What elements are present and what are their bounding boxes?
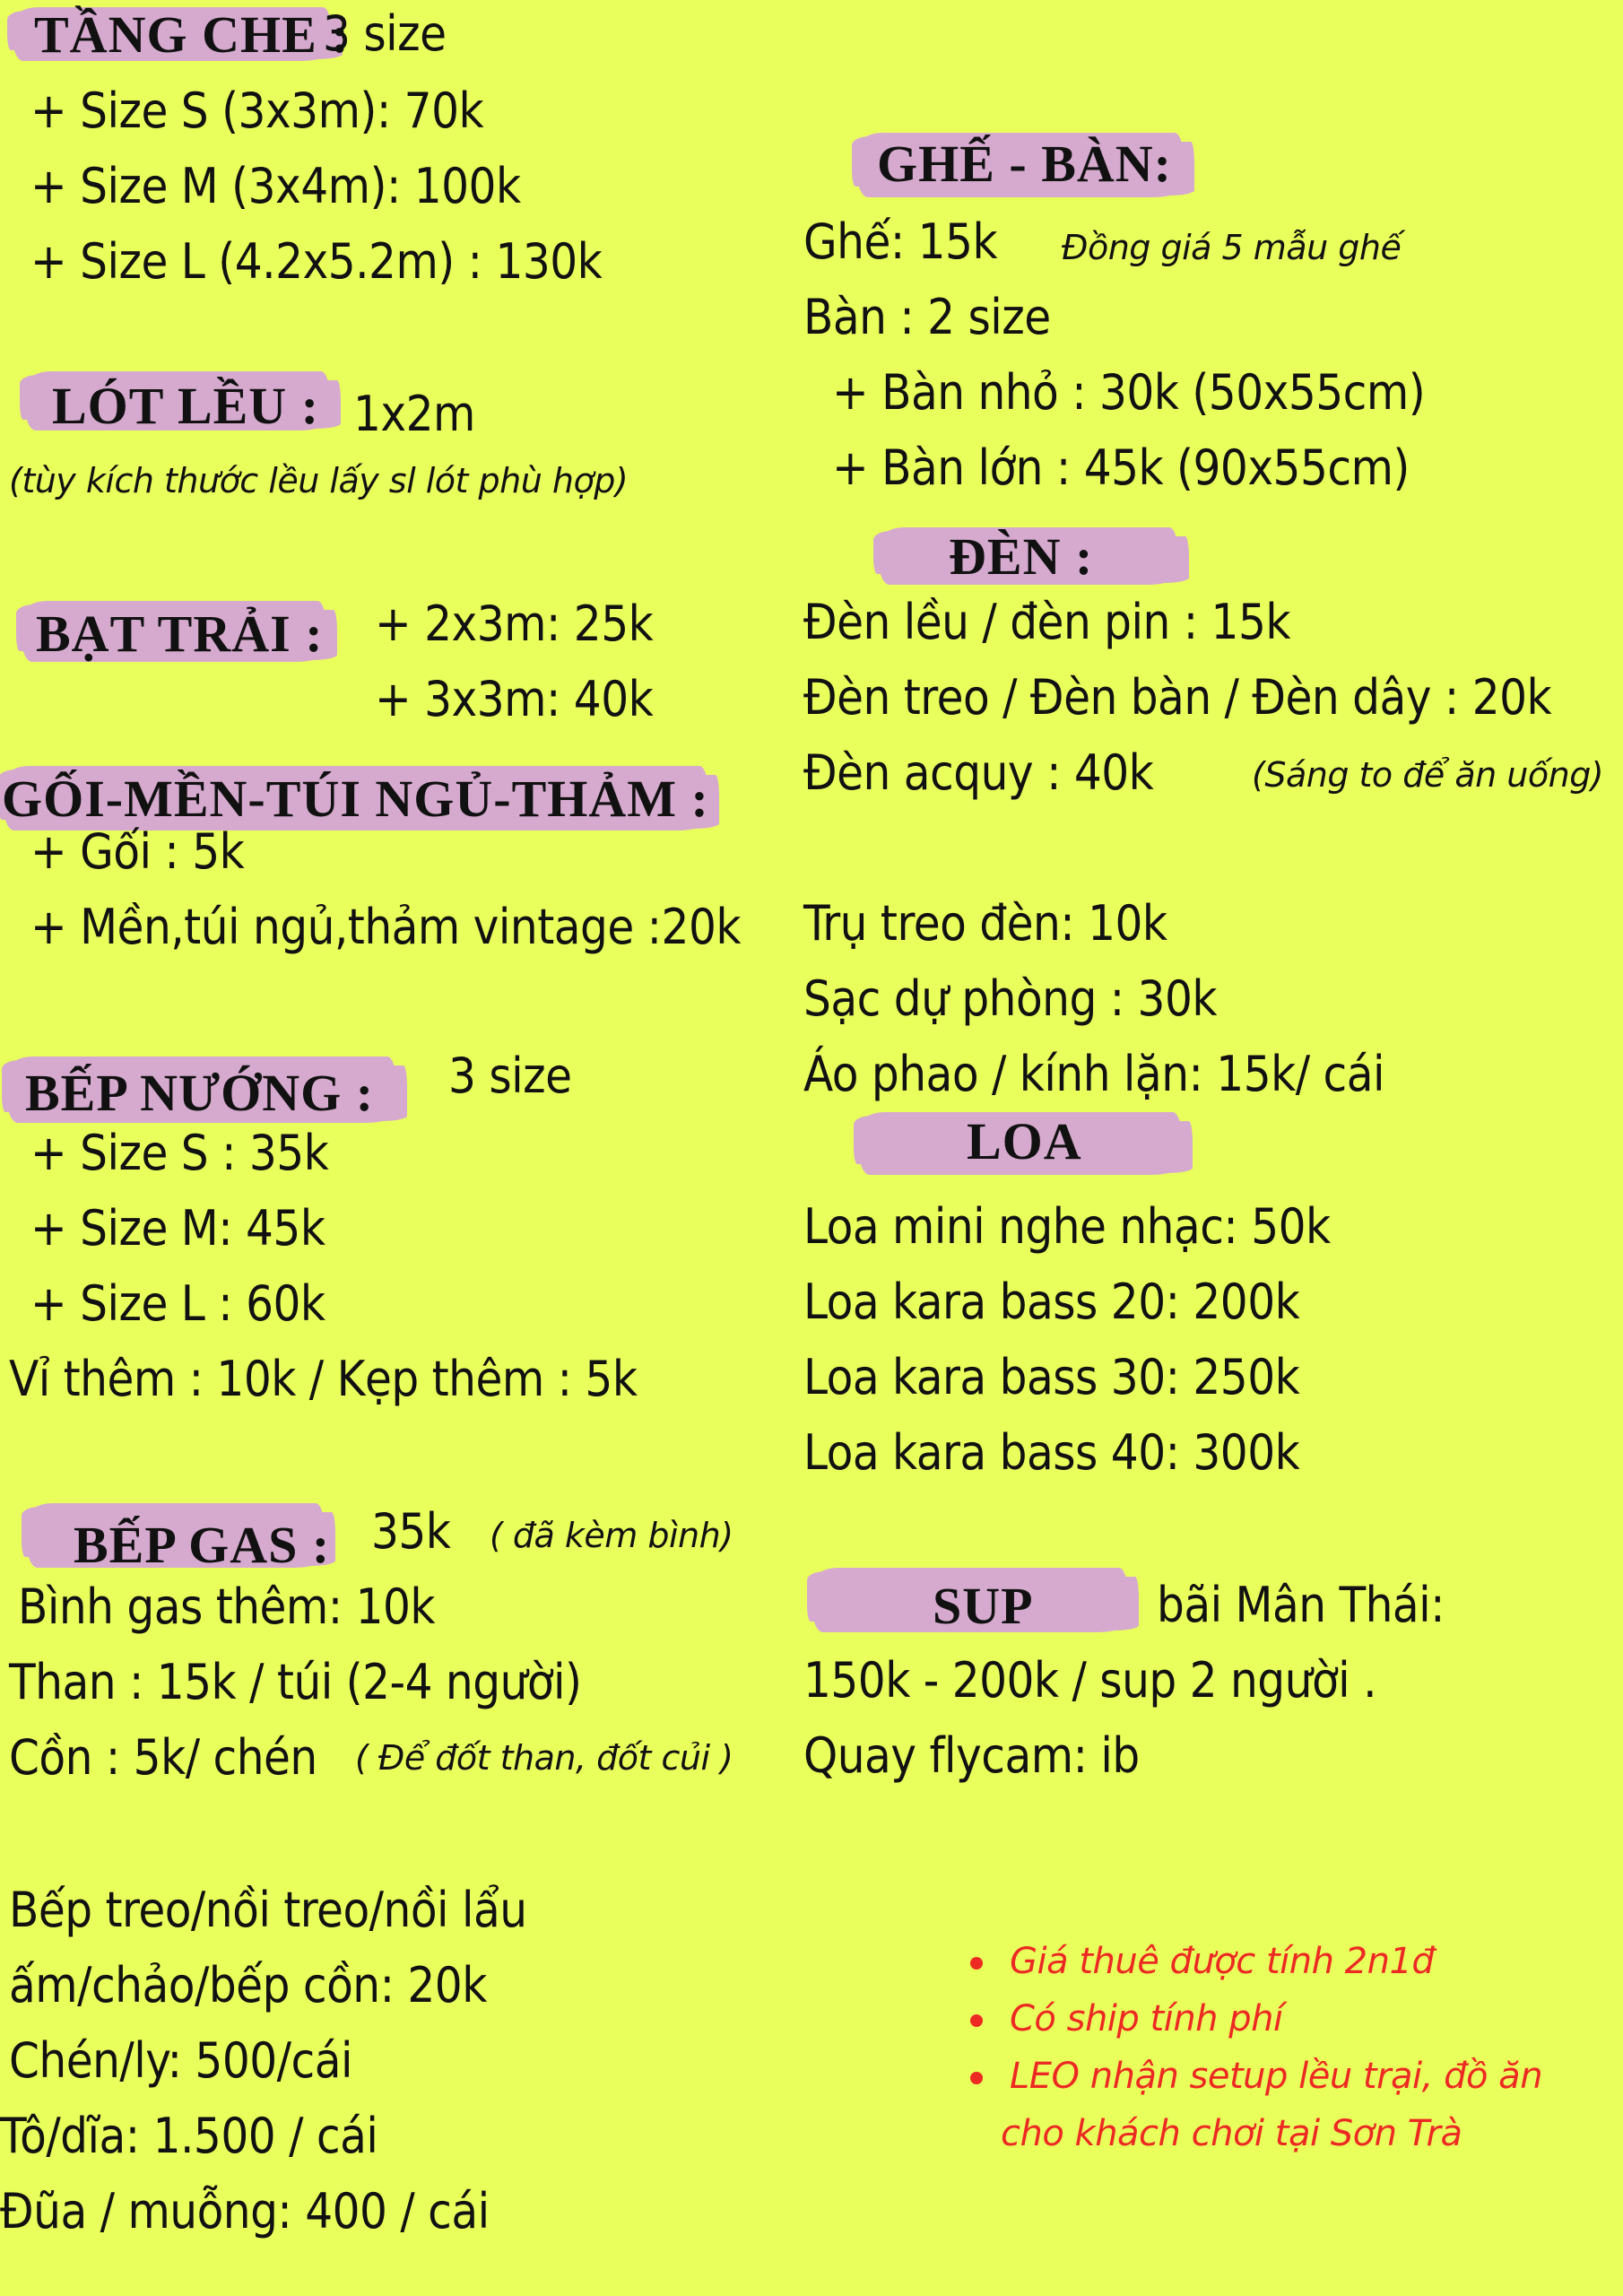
lot-leu-note: (tùy kích thước lều lấy sl lót phù hợp)	[9, 461, 629, 500]
list-item: Quay flycam: ib	[803, 1727, 1140, 1784]
den-acquy-note: (Sáng to để ăn uống)	[1252, 755, 1604, 795]
section-title-suffix: bãi Mân Thái:	[1157, 1577, 1445, 1633]
list-item: Đũa / muỗng: 400 / cái	[0, 2183, 490, 2239]
note-item: Có ship tính phí	[1010, 1998, 1283, 2039]
list-item: Bình gas thêm: 10k	[18, 1578, 436, 1635]
list-item: Cồn : 5k/ chén	[9, 1729, 317, 1786]
list-item: Bàn : 2 size	[803, 289, 1051, 345]
list-item: + Bàn lớn : 45k (90x55cm)	[832, 439, 1410, 496]
list-item: + 3x3m: 40k	[375, 671, 654, 727]
list-item: Bếp treo/nồi treo/nồi lẩu	[9, 1882, 527, 1938]
list-item: Sạc dự phòng : 30k	[803, 970, 1217, 1027]
section-title-lot-leu: LÓT LỀU :	[52, 377, 320, 435]
list-item: Đèn acquy : 40k	[803, 744, 1154, 801]
con-note: ( Để đốt than, đốt củi )	[355, 1738, 733, 1778]
list-item: + Size L (4.2x5.2m) : 130k	[30, 233, 603, 290]
section-title-suffix: 3 size	[323, 5, 447, 62]
ghe-price: Ghế: 15k	[803, 213, 998, 270]
bep-gas-note: ( đã kèm bình)	[490, 1516, 733, 1555]
list-item: Đèn treo / Đèn bàn / Đèn dây : 20k	[803, 669, 1552, 726]
list-item: + Bàn nhỏ : 30k (50x55cm)	[832, 364, 1426, 421]
section-title-ghe-ban: GHẾ - BÀN:	[877, 135, 1172, 193]
list-item: + Gối : 5k	[30, 823, 245, 880]
section-title-suffix: 3 size	[448, 1048, 572, 1104]
list-item: Áo phao / kính lặn: 15k/ cái	[803, 1046, 1385, 1102]
list-item: Loa kara bass 20: 200k	[803, 1274, 1300, 1330]
bullet-icon	[970, 2014, 983, 2027]
list-item: + Size L : 60k	[30, 1275, 325, 1332]
list-item: Chén/ly: 500/cái	[9, 2032, 352, 2089]
list-item: Loa mini nghe nhạc: 50k	[803, 1198, 1331, 1255]
list-item: + Mền,túi ngủ,thảm vintage :20k	[30, 899, 741, 955]
section-title-bep-nuong: BẾP NƯỚNG :	[25, 1064, 375, 1122]
section-title-bep-gas: BẾP GAS :	[74, 1516, 331, 1574]
list-item: Đèn lều / đèn pin : 15k	[803, 594, 1290, 650]
list-item: Than : 15k / túi (2-4 người)	[9, 1654, 582, 1710]
list-item: Loa kara bass 40: 300k	[803, 1424, 1300, 1481]
bullet-icon	[970, 2072, 983, 2084]
note-item-continued: cho khách chơi tại Sơn Trà	[1001, 2113, 1462, 2154]
list-item: Vỉ thêm : 10k / Kẹp thêm : 5k	[9, 1351, 638, 1407]
list-item: Tô/dĩa: 1.500 / cái	[0, 2108, 378, 2164]
list-item: 150k - 200k / sup 2 người .	[803, 1652, 1377, 1709]
section-title-tang-che: TẦNG CHE :	[34, 5, 350, 64]
note-item: Giá thuê được tính 2n1đ	[1010, 1941, 1435, 1982]
section-title-goi-men: GỐI-MỀN-TÚI NGỦ-THẢM :	[2, 770, 709, 828]
bullet-icon	[970, 1957, 983, 1970]
list-item: + Size S : 35k	[30, 1125, 329, 1181]
section-title-bat-trai: BẠT TRẢI :	[36, 604, 324, 663]
list-item: + 2x3m: 25k	[375, 596, 654, 652]
list-item: + Size S (3x3m): 70k	[30, 83, 484, 139]
lot-leu-size: 1x2m	[353, 386, 475, 442]
list-item: Loa kara bass 30: 250k	[803, 1349, 1300, 1405]
ghe-note: Đồng giá 5 mẫu ghế	[1062, 228, 1402, 267]
note-item: LEO nhận setup lều trại, đồ ăn	[1010, 2056, 1543, 2097]
list-item: ấm/chảo/bếp cồn: 20k	[9, 1957, 487, 2013]
section-title-sup: SUP	[933, 1577, 1034, 1635]
list-item: Trụ treo đèn: 10k	[803, 895, 1167, 952]
bep-gas-price: 35k	[371, 1503, 451, 1560]
section-title-loa: LOA	[967, 1112, 1082, 1170]
section-title-den: ĐÈN :	[949, 527, 1094, 586]
list-item: + Size M: 45k	[30, 1200, 325, 1257]
list-item: + Size M (3x4m): 100k	[30, 158, 521, 214]
